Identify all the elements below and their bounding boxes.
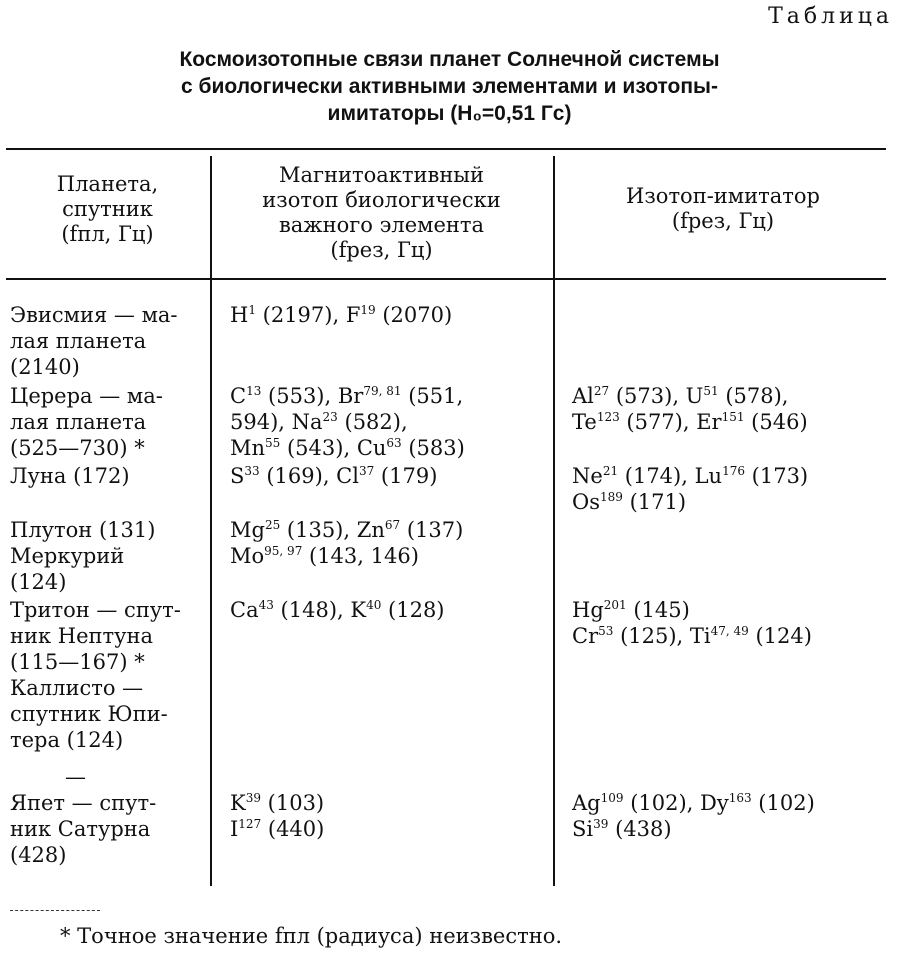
isotope-line [572, 816, 890, 842]
frequency-value: (125), [613, 624, 690, 648]
frequency-value: (171) [622, 490, 687, 514]
planet-line: (525—730) * [10, 436, 145, 460]
frequency-value: (174), [618, 464, 695, 488]
mimic-cell [572, 790, 890, 842]
element-symbol: Zn [356, 518, 385, 542]
mass-number: 176 [722, 464, 745, 478]
mass-number: 163 [728, 791, 752, 805]
mimic-cell [572, 597, 890, 649]
planet-cell [10, 463, 208, 489]
frequency-value: (543), [280, 436, 357, 460]
column-divider [210, 156, 212, 886]
frequency-value: (2197), [255, 303, 346, 327]
isotope-line [230, 790, 550, 816]
header-line: Изотоп-имитатор [626, 184, 820, 208]
element-symbol: Ti [689, 624, 711, 648]
isotope-cell [230, 517, 550, 569]
element-symbol: Cl [336, 464, 359, 488]
mass-number: 39 [593, 817, 609, 831]
element-symbol: Dy [700, 791, 729, 815]
mass-number: 13 [246, 384, 262, 398]
planet-line: Меркурий [10, 544, 125, 568]
frequency-value: (438) [608, 817, 672, 841]
frequency-value: (551, [401, 384, 464, 408]
planet-line: (2140) [10, 355, 80, 379]
mass-number: 55 [265, 436, 281, 450]
isotope-cell [230, 597, 550, 623]
element-symbol: Hg [572, 598, 604, 622]
frequency-value: (179) [374, 464, 438, 488]
mass-number: 95, 97 [264, 544, 303, 558]
mass-number: 201 [603, 598, 627, 612]
element-symbol: C [230, 384, 247, 408]
title-line: с биологически активными элементами и изотопы- [181, 75, 718, 98]
frequency-value: (553), [261, 384, 338, 408]
mass-number: 79, 81 [363, 384, 402, 398]
planet-line: Япет — спут- [10, 791, 157, 815]
planet-line: тера (124) [10, 728, 124, 752]
element-symbol: Mn [230, 436, 266, 460]
isotope-line [572, 409, 890, 435]
isotope-cell [230, 302, 550, 328]
header-line: Магнитоактивный [278, 163, 485, 187]
frequency-value: (124) [748, 624, 812, 648]
header-line: (fрез, Гц) [671, 209, 775, 233]
mass-number: 25 [264, 518, 281, 532]
table-top-rule [6, 148, 886, 150]
mass-number: 51 [703, 384, 719, 398]
title-line: Космоизотопные связи планет Солнечной системы [179, 48, 720, 71]
element-symbol: Ca [230, 598, 259, 622]
mass-number: 67 [384, 518, 401, 532]
mass-number: 33 [244, 464, 260, 478]
isotope-cell [230, 463, 550, 489]
frequency-value: (2070) [375, 303, 453, 327]
frequency-value: (145) [626, 598, 690, 622]
element-symbol: Ne [572, 464, 603, 488]
header-line: Планета, [56, 172, 159, 196]
isotope-line [230, 383, 550, 409]
element-symbol: Lu [694, 464, 723, 488]
mass-number: 1 [248, 303, 256, 317]
element-symbol: Na [291, 410, 323, 434]
isotope-line [572, 623, 890, 649]
element-symbol: 594), [230, 410, 292, 434]
planet-line: (124) [10, 570, 67, 594]
planet-cell [10, 764, 208, 868]
element-symbol: S [230, 464, 245, 488]
mass-number: 123 [596, 410, 620, 424]
planet-line: Тритон — спут- [10, 598, 181, 622]
planet-cell [10, 597, 208, 753]
isotope-line [572, 597, 890, 623]
title-line: имитаторы (H₀=0,51 Гс) [327, 102, 572, 125]
frequency-value: (173) [744, 464, 809, 488]
frequency-value: (135), [280, 518, 357, 542]
mass-number: 21 [602, 464, 619, 478]
element-symbol: Mo [230, 544, 265, 568]
isotope-line [230, 543, 550, 569]
planet-cell [10, 517, 208, 595]
element-symbol: F [345, 303, 361, 327]
header-mimic [558, 184, 888, 234]
planet-line: ник Нептуна [10, 624, 154, 648]
element-symbol: Er [696, 410, 722, 434]
element-symbol: H [230, 303, 249, 327]
planet-line: Луна (172) [10, 464, 130, 488]
element-symbol: Si [572, 817, 594, 841]
header-line: (fрез, Гц) [330, 238, 433, 262]
mass-number: 39 [245, 791, 261, 805]
mass-number: 127 [238, 817, 262, 831]
frequency-value: (102), [623, 791, 701, 815]
table-title [0, 46, 899, 127]
planet-line: Церера — ма- [10, 384, 163, 408]
isotope-line [230, 463, 550, 489]
frequency-value: (573), [609, 384, 686, 408]
planet-line: Эвисмия — ма- [10, 303, 178, 327]
element-symbol: Cu [356, 436, 387, 460]
element-symbol: Os [572, 490, 600, 514]
isotope-line [572, 489, 890, 515]
planet-line: лая планета [10, 410, 147, 434]
frequency-value: (102) [751, 791, 815, 815]
element-symbol: Te [572, 410, 597, 434]
frequency-value: (128) [381, 598, 445, 622]
header-bottom-rule [6, 278, 886, 280]
planet-line: (115—167) * [10, 650, 145, 674]
header-isotope [214, 163, 549, 263]
isotope-line [230, 409, 550, 435]
mass-number: 53 [598, 624, 614, 638]
element-symbol: I [230, 817, 239, 841]
frequency-value: (143, 146) [302, 544, 419, 568]
isotope-line [572, 790, 890, 816]
mass-number: 19 [360, 303, 376, 317]
column-divider [553, 156, 555, 886]
frequency-value: (103) [260, 791, 325, 815]
element-symbol: Ag [572, 791, 601, 815]
isotope-cell [230, 790, 550, 842]
mass-number: 151 [721, 410, 745, 424]
isotope-line [230, 597, 550, 623]
planet-line: (428) [10, 843, 67, 867]
frequency-value: (578), [718, 384, 789, 408]
element-symbol: K [230, 791, 246, 815]
frequency-value: (169), [259, 464, 337, 488]
header-line: (fпл, Гц) [61, 222, 154, 246]
footnote-rule [10, 910, 100, 911]
planet-line: — [65, 765, 86, 789]
element-symbol: Al [572, 384, 594, 408]
mass-number: 47, 49 [710, 624, 749, 638]
header-planet [10, 172, 205, 247]
mass-number: 43 [258, 598, 274, 612]
table-label: Таблица [768, 4, 893, 29]
frequency-value: (577), [619, 410, 697, 434]
isotope-line [572, 383, 890, 409]
mass-number: 63 [386, 436, 402, 450]
footnote: * Точное значение fпл (радиуса) неизвестно. [60, 924, 563, 948]
header-line: важного элемента [278, 213, 485, 237]
element-symbol: K [350, 598, 367, 622]
planet-cell [10, 383, 208, 461]
mimic-cell [572, 383, 890, 435]
frequency-value: (583) [401, 436, 465, 460]
mass-number: 109 [600, 791, 624, 805]
planet-line: ник Сатурна [10, 817, 151, 841]
element-symbol: Br [337, 384, 364, 408]
isotope-line [230, 302, 550, 328]
isotope-cell [230, 383, 550, 461]
isotope-line [572, 463, 890, 489]
mimic-cell [572, 463, 890, 515]
frequency-value: (582), [337, 410, 408, 434]
isotope-line [230, 816, 550, 842]
element-symbol: Cr [572, 624, 599, 648]
header-line: спутник [62, 197, 153, 221]
mass-number: 40 [366, 598, 382, 612]
mass-number: 23 [322, 410, 338, 424]
isotope-line [230, 435, 550, 461]
planet-line: Плутон (131) [10, 518, 156, 542]
planet-line: Каллисто — [10, 676, 144, 700]
frequency-value: (546) [744, 410, 808, 434]
frequency-value: (137) [400, 518, 464, 542]
mass-number: 37 [358, 464, 375, 478]
planet-cell [10, 302, 208, 380]
frequency-value: (148), [273, 598, 351, 622]
element-symbol: U [685, 384, 704, 408]
element-symbol: Mg [230, 518, 265, 542]
planet-line: спутник Юпи- [10, 702, 168, 726]
mass-number: 27 [593, 384, 610, 398]
frequency-value: (440) [261, 817, 325, 841]
planet-line: лая планета [10, 329, 147, 353]
header-line: изотоп биологически [262, 188, 501, 212]
isotope-line [230, 517, 550, 543]
mass-number: 189 [600, 490, 623, 504]
